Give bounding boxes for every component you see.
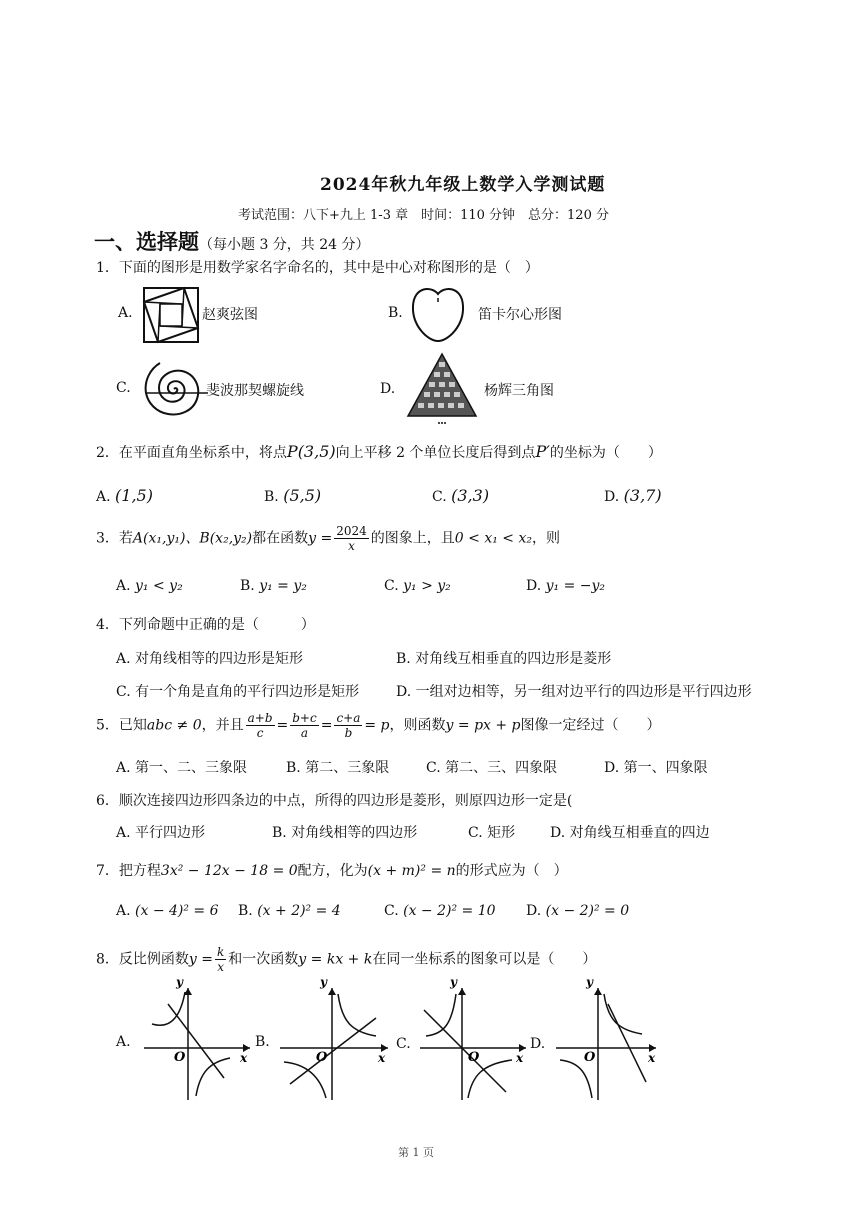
q8-func-lhs: y = — [188, 951, 214, 968]
option-letter: D. — [604, 760, 620, 776]
q2-point-p-prime: P′ — [535, 442, 550, 461]
question-8-stem — [96, 945, 596, 974]
q1-option-c-letter: C. — [116, 380, 131, 396]
q2-option-a — [96, 486, 153, 505]
axis-x-label: x — [516, 1051, 524, 1065]
q8-stem-part-b: 和一次函数 — [228, 951, 299, 968]
question-1-stem: 1．下面的图形是用数学家名字命名的，其中是中心对称图形的是（ ） — [96, 260, 539, 276]
option-text: 第一、二、三象限 — [135, 760, 248, 776]
option-letter: A. — [116, 651, 131, 667]
q2-stem-part-e: 的坐标为（ ） — [549, 445, 662, 461]
option-letter: C. — [384, 903, 399, 919]
q5-function: y = px + p — [445, 717, 521, 734]
q7-option-d — [526, 903, 629, 919]
q8-graph-c-letter: C. — [396, 1036, 411, 1052]
axis-y-label: y — [586, 975, 593, 989]
option-letter: B. — [240, 578, 255, 594]
option-text: 对角线相等的四边形 — [291, 825, 418, 841]
q5-option-d — [604, 757, 708, 777]
q3-fraction — [334, 524, 369, 553]
q5-condition: abc ≠ 0 — [146, 717, 202, 734]
q1-option-b-letter: B. — [388, 305, 403, 321]
option-letter: A. — [116, 578, 131, 594]
option-text: (3,3) — [451, 486, 490, 505]
q7-stem-part-c: 的形式应为（ ） — [455, 863, 568, 879]
q5-option-b — [286, 757, 389, 777]
q7-stem-part-b: 配方，化为 — [297, 863, 368, 879]
option-letter: D. — [526, 903, 542, 919]
option-letter: D. — [550, 825, 566, 841]
q3-option-d — [526, 578, 605, 594]
q5-stem-part-c: ，则函数 — [389, 717, 446, 734]
fraction-numerator: a+b — [247, 711, 273, 725]
origin-label: O — [584, 1050, 596, 1065]
q3-stem-part-d: 的图象上，且 — [370, 530, 455, 547]
option-letter: C. — [384, 578, 399, 594]
q8-fraction — [215, 945, 226, 974]
option-text: 第一、四象限 — [623, 760, 708, 776]
q8-graph-d-letter: D. — [530, 1036, 546, 1052]
q6-option-a — [116, 822, 205, 842]
q2-point-p: P(3,5) — [286, 442, 336, 461]
option-text: 第二、三象限 — [305, 760, 390, 776]
fraction-denominator: b — [344, 726, 353, 740]
origin-label: O — [316, 1050, 328, 1065]
option-text: 对角线互相垂直的四边形是菱形 — [415, 651, 612, 667]
yang-hui-triangle-icon — [406, 352, 478, 426]
q7-target-form: (x + m)² = n — [367, 863, 456, 879]
q2-option-b — [264, 486, 321, 505]
question-2-stem — [96, 442, 662, 462]
option-letter: D. — [526, 578, 542, 594]
q3-fraction-numerator: 2024 — [336, 524, 367, 538]
q2-stem-part-a: 2．在平面直角坐标系中，将点 — [96, 445, 287, 461]
fraction-denominator: a — [300, 726, 309, 740]
q1-option-d-label: 杨辉三角图 — [484, 383, 554, 399]
q3-func-lhs: y = — [308, 530, 333, 547]
option-text: (x + 2)² = 4 — [257, 903, 341, 919]
option-letter: D. — [604, 489, 620, 505]
q4-option-b — [396, 648, 611, 668]
q8-graph-a — [138, 975, 254, 1102]
q7-stem-part-a: 7．把方程 — [96, 863, 161, 879]
fraction-numerator: c+a — [336, 711, 361, 725]
q1-option-d-letter: D. — [380, 381, 396, 397]
axis-y-label: y — [450, 975, 457, 989]
fibonacci-spiral-icon — [140, 356, 210, 420]
q5-equals-p: = p — [364, 717, 390, 734]
axis-y-label: y — [320, 975, 327, 989]
q8-graph-b-letter: B. — [255, 1034, 270, 1050]
q8-graph-b — [276, 975, 392, 1102]
q1-option-a-label: 赵爽弦图 — [202, 307, 258, 323]
q6-option-c — [468, 822, 515, 842]
option-text: 有一个角是直角的平行四边形是矩形 — [135, 684, 360, 700]
page-title: 2024年秋九年级上数学入学测试题 — [320, 175, 606, 195]
option-text: y₁ < y₂ — [135, 578, 183, 594]
option-letter: C. — [426, 760, 441, 776]
q5-fraction-3 — [334, 711, 362, 740]
option-text: 平行四边形 — [135, 825, 206, 841]
q8-graph-a-letter: A. — [116, 1034, 131, 1050]
q8-stem-part-a: 8．反比例函数 — [96, 951, 189, 968]
q3-points: A(x₁,y₁)、B(x₂,y₂) — [132, 530, 253, 547]
option-text: 矩形 — [487, 825, 516, 841]
option-text: 一组对边相等，另一组对边平行的四边形是平行四边形 — [415, 684, 752, 700]
question-5-stem: 5．已知abc ≠ 0，并且 $\frac{a+b}{c}$ = $\frac{b+c}{a}$ = $\frac{c+a}{b}$ = p，则函数y = px + p图像一定经过（ ） — [96, 711, 661, 740]
q4-option-d — [396, 681, 752, 701]
q6-option-d — [550, 822, 710, 842]
question-6-stem: 6．顺次连接四边形四条边的中点，所得的四边形是菱形，则原四边形一定是( — [96, 793, 573, 809]
q3-option-b — [240, 578, 307, 594]
option-letter: A. — [116, 903, 131, 919]
option-text: (3,7) — [623, 486, 662, 505]
section-note: （每小题 3 分，共 24 分） — [199, 237, 370, 253]
q3-condition: 0 < x₁ < x₂ — [454, 530, 532, 547]
option-letter: C. — [116, 684, 131, 700]
section-title: 一、选择题 — [94, 229, 199, 254]
q5-stem-part-d: 图像一定经过（ ） — [520, 717, 661, 734]
option-text: (x − 4)² = 6 — [135, 903, 219, 919]
q3-stem-part-e: ，则 — [531, 530, 560, 547]
q8-graph-c — [416, 975, 532, 1102]
option-text: y₁ > y₂ — [403, 578, 451, 594]
q7-option-c — [384, 903, 496, 919]
fraction-numerator: b+c — [292, 711, 317, 725]
option-text: 第二、三、四象限 — [445, 760, 558, 776]
q3-stem-part-c: 都在函数 — [252, 530, 309, 547]
q3-fraction-denominator: x — [348, 539, 355, 553]
origin-label: O — [468, 1050, 480, 1065]
option-letter: D. — [396, 684, 412, 700]
exam-info: 考试范围：八下+九上 1-3 章 时间：110 分钟 总分：120 分 — [238, 208, 609, 223]
q1-option-c-label: 斐波那契螺旋线 — [206, 383, 304, 399]
option-text: y₁ = y₂ — [259, 578, 307, 594]
q5-fraction-1 — [246, 711, 275, 740]
q7-equation: 3x² − 12x − 18 = 0 — [160, 863, 298, 879]
axis-y-label: y — [176, 975, 183, 989]
q8-stem-part-c: 在同一坐标系的图象可以是（ ） — [372, 951, 597, 968]
q2-stem-part-c: 向上平移 2 个单位长度后得到点 — [335, 445, 536, 461]
axis-x-label: x — [240, 1051, 248, 1065]
cardioid-icon — [408, 284, 468, 344]
q4-option-c — [116, 681, 359, 701]
q4-option-a — [116, 648, 303, 668]
option-letter: B. — [286, 760, 301, 776]
option-text: (x − 2)² = 0 — [545, 903, 630, 919]
q5-fraction-2 — [290, 711, 318, 740]
q3-option-c — [384, 578, 451, 594]
q2-option-c — [432, 486, 489, 505]
option-letter: A. — [116, 825, 131, 841]
option-text: (1,5) — [115, 486, 153, 505]
option-text: 对角线相等的四边形是矩形 — [135, 651, 304, 667]
q5-option-a — [116, 757, 247, 777]
page-number: 第 1 页 — [398, 1146, 434, 1159]
q7-option-a — [116, 903, 219, 919]
section-heading — [94, 226, 370, 256]
option-text: (x − 2)² = 10 — [403, 903, 496, 919]
zhao-shuang-diagram-icon — [143, 287, 199, 343]
option-text: 对角线互相垂直的四边 — [569, 825, 710, 841]
option-letter: B. — [264, 489, 279, 505]
q3-stem-part-a: 3．若 — [96, 530, 133, 547]
question-3-stem — [96, 524, 560, 553]
option-letter: B. — [238, 903, 253, 919]
q1-option-a-letter: A. — [118, 305, 133, 321]
option-text: y₁ = −y₂ — [545, 578, 606, 594]
q1-option-b-label: 笛卡尔心形图 — [478, 307, 562, 323]
q3-option-a — [116, 578, 183, 594]
question-7-stem — [96, 860, 568, 880]
option-letter: B. — [396, 651, 411, 667]
question-4-stem: 4．下列命题中正确的是（ ） — [96, 617, 315, 633]
option-letter: A. — [116, 760, 131, 776]
q7-option-b — [238, 903, 341, 919]
origin-label: O — [174, 1050, 186, 1065]
option-letter: A. — [96, 489, 111, 505]
fraction-denominator: c — [256, 726, 264, 740]
axis-x-label: x — [378, 1051, 386, 1065]
q5-stem-part-a: 5．已知 — [96, 717, 147, 734]
q2-option-d — [604, 486, 662, 505]
fraction-denominator: x — [217, 960, 225, 974]
option-letter: B. — [272, 825, 287, 841]
q8-linear-function: y = kx + k — [298, 951, 373, 968]
option-letter: C. — [432, 489, 447, 505]
q8-graph-d — [552, 975, 662, 1102]
q5-stem-part-b: ，并且 — [201, 717, 244, 734]
q5-option-c — [426, 757, 557, 777]
fraction-numerator: k — [217, 945, 225, 959]
axis-x-label: x — [648, 1051, 656, 1065]
option-letter: C. — [468, 825, 483, 841]
option-text: (5,5) — [283, 486, 322, 505]
q6-option-b — [272, 822, 417, 842]
